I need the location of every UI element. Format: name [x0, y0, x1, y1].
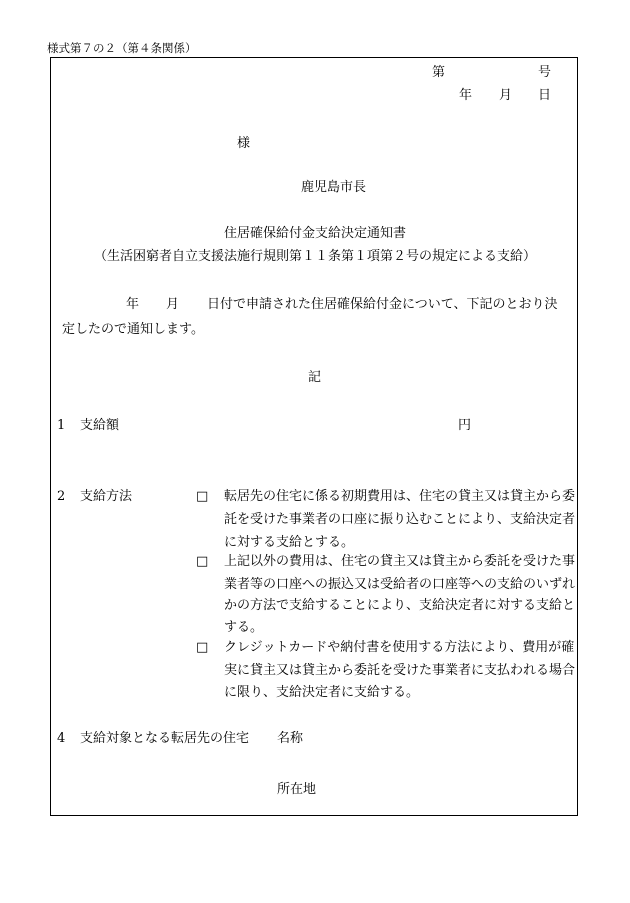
item4-number: 4 — [57, 731, 66, 746]
option2-line4: する。 — [224, 620, 264, 635]
addressee-suffix: 様 — [237, 136, 251, 151]
item4-name-label: 名称 — [277, 731, 304, 746]
checkbox-option-3[interactable]: □ — [196, 640, 209, 655]
checkbox-option-1[interactable]: □ — [196, 489, 209, 504]
body-line1: 日付で申請された住居確保給付金について、下記のとおり決 — [207, 297, 558, 312]
number-prefix: 第 — [432, 65, 446, 80]
option1-line1: 転居先の住宅に係る初期費用は、住宅の貸主又は貸主から委 — [224, 489, 576, 504]
option3-line1: クレジットカードや納付書を使用する方法により、費用が確 — [224, 640, 575, 655]
ki-heading: 記 — [308, 370, 322, 385]
date-day: 日 — [538, 88, 552, 103]
item1-unit: 円 — [458, 418, 472, 433]
date-month: 月 — [499, 88, 513, 103]
body-month: 月 — [166, 297, 180, 312]
option3-line3: に限り、支給決定者に支給する。 — [224, 685, 420, 700]
checkbox-option-2[interactable]: □ — [196, 554, 209, 569]
item2-label: 支給方法 — [80, 489, 133, 504]
body-line2: 定したので通知します。 — [62, 322, 204, 337]
option2-line2: 業者等の口座への振込又は受給者の口座等への支給のいずれ — [224, 577, 576, 592]
document-title: 住居確保給付金支給決定通知書 — [223, 226, 406, 241]
issuer: 鹿児島市長 — [301, 180, 367, 195]
document-frame — [50, 57, 578, 816]
body-year: 年 — [126, 297, 140, 312]
option3-line2: 実に貸主又は貸主から委託を受けた事業者に支払われる場合 — [224, 663, 576, 678]
item1-label: 支給額 — [80, 418, 120, 433]
document-subtitle: （生活困窮者自立支援法施行規則第１１条第１項第２号の規定による支給） — [93, 249, 536, 264]
form-number: 様式第７の２（第４条関係） — [47, 41, 197, 55]
item1-number: 1 — [57, 418, 66, 433]
option1-line3: に対する支給とする。 — [224, 535, 355, 550]
item4-label: 支給対象となる転居先の住宅 — [80, 731, 250, 746]
item2-number: 2 — [57, 489, 66, 504]
option1-line2: 託を受けた事業者の口座に振り込むことにより、支給決定者 — [224, 512, 576, 527]
number-suffix: 号 — [538, 65, 552, 80]
date-year: 年 — [459, 88, 473, 103]
option2-line1: 上記以外の費用は、住宅の貸主又は貸主から委託を受けた事 — [224, 554, 576, 569]
option2-line3: かの方法で支給することにより、支給決定者に対する支給と — [224, 598, 576, 613]
item4-address-label: 所在地 — [277, 782, 317, 797]
